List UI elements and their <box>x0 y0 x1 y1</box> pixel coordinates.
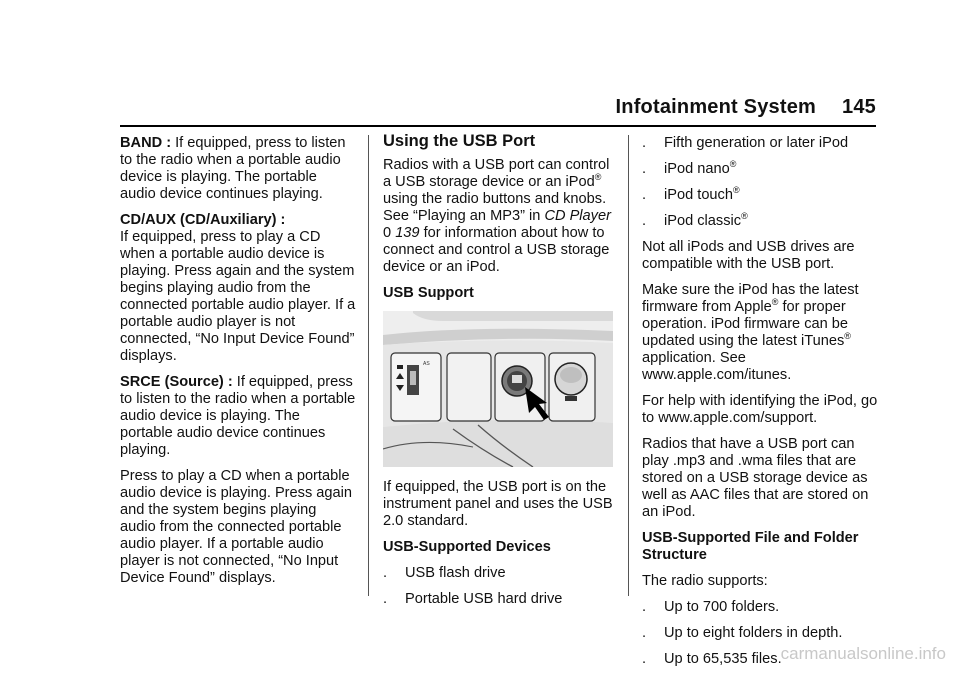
cdaux-paragraph <box>120 212 356 365</box>
firmware-text-a: Make sure the iPod has the latest firmware from Apple <box>642 282 859 315</box>
bullet-icon: . <box>642 625 647 641</box>
column-divider-1 <box>368 135 369 596</box>
registered-mark: ® <box>594 172 602 183</box>
bullet-icon: . <box>383 591 388 607</box>
usb-support-heading: USB Support <box>383 285 474 301</box>
srce-text: If equipped, press to listen to the radio when a portable audio device is playing. The portable audio device continues playing. <box>120 374 356 458</box>
bullet-icon: . <box>642 599 647 615</box>
press-paragraph: Press to play a CD when a portable audio device is playing. Press again and the system begins playing audio from the connected portable audio player. If a portable audio player is not connected, “No Input Device Found” displays. <box>120 468 353 586</box>
column-divider-2 <box>628 135 629 596</box>
list-item-text: Up to eight folders in depth. <box>664 625 843 641</box>
after-figure-paragraph: If equipped, the USB port is on the instrument panel and uses the USB 2.0 standard. <box>383 479 613 529</box>
file-structure-heading: USB-Supported File and Folder Structure <box>642 530 859 563</box>
list-item <box>383 565 615 582</box>
supports-paragraph: The radio supports: <box>642 573 768 589</box>
list-item-text: iPod classic <box>664 213 742 229</box>
panel-label: AS <box>423 361 430 367</box>
page-ref-arrow-icon: 0 <box>383 225 392 241</box>
intro-text-a: Radios with a USB port can control a USB storage device or an iPod <box>383 157 610 190</box>
section-title: Infotainment System <box>615 96 817 118</box>
list-item-text: Portable USB hard drive <box>405 591 563 607</box>
column-3 <box>642 135 882 677</box>
compatibility-paragraph: Not all iPods and USB drives are compatible with the USB port. <box>642 239 855 272</box>
srce-paragraph <box>120 374 356 459</box>
band-paragraph <box>120 135 356 203</box>
registered-mark: ® <box>771 297 779 308</box>
cdaux-text: If equipped, press to play a CD when a portable audio device is playing. Press again and the system begins playing audio from the connected portable audio player. If a portable audio player is not connected, “No Input Device Found” displays. <box>120 229 356 364</box>
intro-text-b: using the radio buttons and knobs. See “Playing an MP3” in <box>383 191 607 224</box>
list-item-text: Fifth generation or later iPod <box>664 135 849 151</box>
intro-text-c: for information about how to connect and control a USB storage device or an iPod. <box>383 225 610 275</box>
srce-term: SRCE (Source) : <box>120 374 233 390</box>
watermark: carmanualsonline.info <box>780 644 946 663</box>
registered-mark: ® <box>741 211 748 222</box>
firmware-text-b: for proper operation. iPod firmware can be updated using the latest iTunes <box>642 299 849 349</box>
page-ref-number[interactable]: 139 <box>395 225 420 241</box>
list-item <box>383 591 615 608</box>
list-item <box>642 213 882 230</box>
band-term: BAND : <box>120 135 172 151</box>
bullet-icon: . <box>642 135 647 151</box>
list-item-text: iPod nano <box>664 161 730 177</box>
band-text: If equipped, press to listen to the radio when a portable audio device is playing. The portable audio device continues playing. <box>120 135 346 202</box>
page-header <box>616 96 876 119</box>
list-item <box>642 161 882 178</box>
list-item <box>642 625 882 642</box>
list-item <box>642 135 882 152</box>
bullet-icon: . <box>642 213 647 229</box>
registered-mark: ® <box>844 331 851 342</box>
usb-port-illustration <box>383 311 613 467</box>
column-1 <box>120 135 356 596</box>
cdaux-term: CD/AUX (CD/Auxiliary) : <box>120 212 286 228</box>
cd-player-ref[interactable]: CD Player <box>544 208 611 224</box>
column-2 <box>383 132 615 617</box>
list-item <box>642 187 882 204</box>
usb-intro-paragraph <box>383 157 615 276</box>
firmware-paragraph <box>642 282 882 384</box>
bullet-icon: . <box>642 651 647 667</box>
list-item-text: Up to 700 folders. <box>664 599 780 615</box>
help-paragraph: For help with identifying the iPod, go to www.apple.com/support. <box>642 393 878 426</box>
list-item <box>642 599 882 616</box>
list-item-text: Up to 65,535 files. <box>664 651 782 667</box>
list-item-text: USB flash drive <box>405 565 506 581</box>
usb-port-heading: Using the USB Port <box>383 132 536 150</box>
bullet-icon: . <box>642 187 647 203</box>
supported-devices-heading: USB-Supported Devices <box>383 539 551 555</box>
radios-paragraph: Radios that have a USB port can play .mp3 and .wma files that are stored on a USB storage device as well as AAC files that are stored on an iPod. <box>642 436 869 520</box>
bullet-icon: . <box>383 565 388 581</box>
bullet-icon: . <box>642 161 647 177</box>
registered-mark: ® <box>732 185 740 196</box>
firmware-text-c: application. See www.apple.com/itunes. <box>642 350 792 383</box>
list-item-text: iPod touch <box>664 187 733 203</box>
header-rule <box>120 125 876 127</box>
registered-mark: ® <box>729 159 737 170</box>
page-number: 145 <box>842 96 876 118</box>
